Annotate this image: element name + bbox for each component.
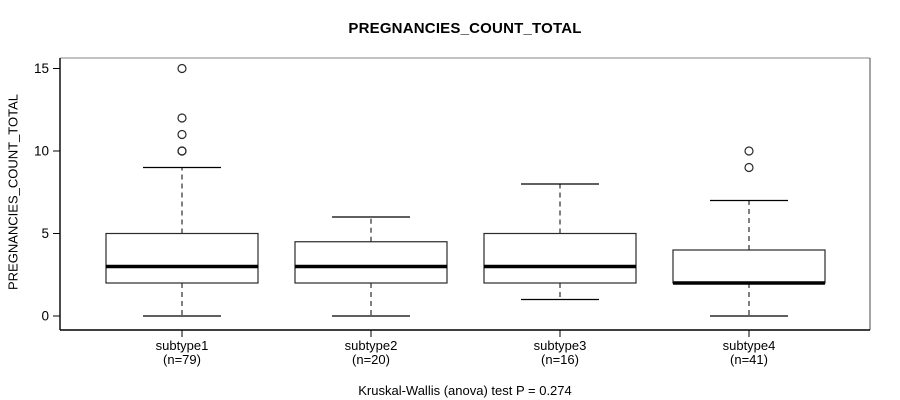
- y-tick-label: 15: [33, 61, 49, 76]
- outlier-point: [178, 131, 186, 139]
- caption-text: Kruskal-Wallis (anova) test P = 0.274: [358, 383, 572, 398]
- y-axis-label: PREGNANCIES_COUNT_TOTAL: [5, 93, 21, 291]
- box-rect-subtype2: [295, 242, 447, 283]
- box-rect-subtype3: [484, 234, 636, 284]
- y-tick-label: 5: [41, 226, 49, 241]
- group-sublabel-subtype2: (n=20): [352, 352, 390, 367]
- outlier-point: [745, 147, 753, 155]
- group-sublabel-subtype3: (n=16): [541, 352, 579, 367]
- group-sublabel-subtype1: (n=79): [163, 352, 201, 367]
- group-label-subtype4: subtype4: [722, 338, 776, 353]
- group-label-subtype3: subtype3: [533, 338, 587, 353]
- y-tick-label: 10: [33, 143, 49, 159]
- chart-title: PREGNANCIES_COUNT_TOTAL: [348, 20, 582, 37]
- outlier-point: [178, 65, 186, 73]
- y-tick-label: 0: [41, 308, 49, 324]
- outlier-point: [178, 147, 186, 155]
- outlier-point: [178, 114, 186, 122]
- group-label-subtype2: subtype2: [344, 338, 398, 353]
- box-rect-subtype4: [673, 250, 825, 283]
- outlier-point: [745, 164, 753, 172]
- group-sublabel-subtype4: (n=41): [730, 352, 768, 367]
- group-label-subtype1: subtype1: [155, 338, 209, 353]
- box-rect-subtype1: [106, 234, 258, 284]
